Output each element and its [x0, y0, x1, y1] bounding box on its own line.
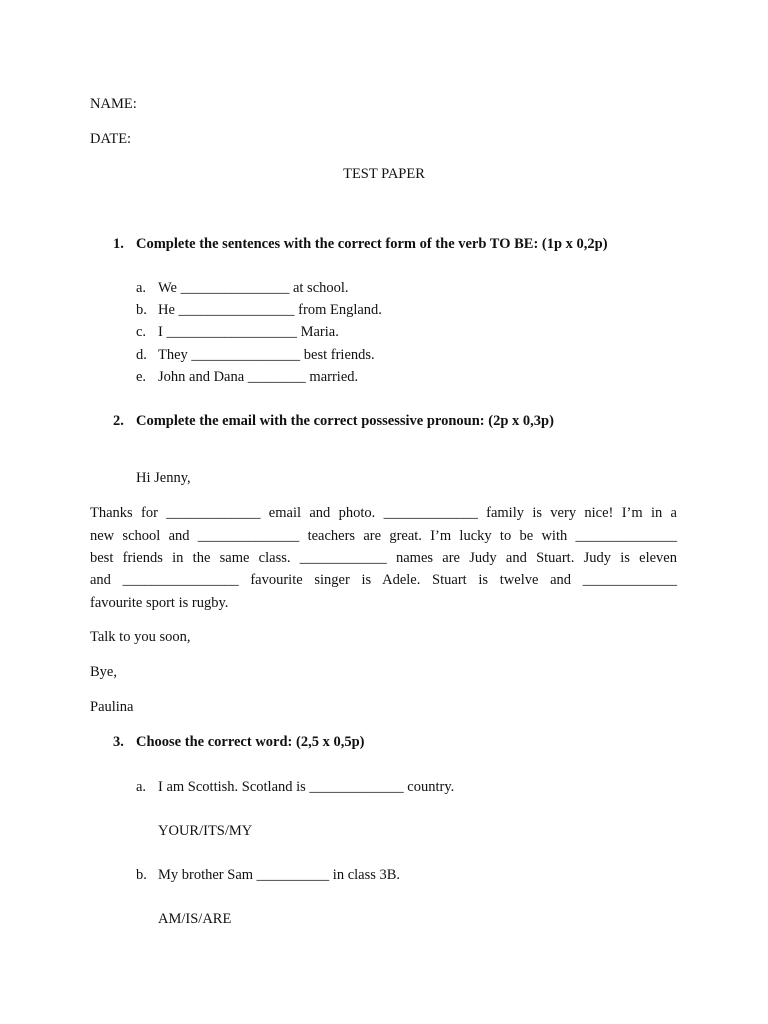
page-title: TEST PAPER	[343, 166, 425, 182]
exercise1-item-text: I __________________ Maria.	[158, 324, 339, 340]
email-body-line: favourite sport is rugby.	[90, 595, 229, 611]
email-closing: Talk to you soon,	[90, 629, 191, 645]
exercise1-item-letter: e.	[136, 369, 147, 385]
email-body-line: and ________________ favourite singer is Adele. Stuart is twelve and _____________	[90, 572, 677, 588]
exercise3-item-letter: b.	[136, 867, 147, 883]
email-greeting: Hi Jenny,	[136, 470, 191, 486]
email-body-line: best friends in the same class. ____________ names are Judy and Stuart. Judy is eleven	[90, 550, 677, 566]
exercise3-item-options: YOUR/ITS/MY	[158, 823, 253, 839]
exercise1-number: 1.	[113, 236, 124, 252]
email-signature: Paulina	[90, 699, 134, 715]
name-label: NAME:	[90, 96, 137, 112]
exercise3-item-options: AM/IS/ARE	[158, 911, 232, 927]
exercise1-instruction: Complete the sentences with the correct form of the verb TO BE: (1p x 0,2p)	[136, 236, 608, 252]
exercise1-item-text: They _______________ best friends.	[158, 347, 375, 363]
exercise1-item-text: John and Dana ________ married.	[158, 369, 359, 385]
exercise1-item-letter: b.	[136, 302, 147, 318]
exercise1-item-text: We _______________ at school.	[158, 280, 349, 296]
exercise1-item-letter: a.	[136, 280, 147, 296]
email-sign-off: Bye,	[90, 664, 117, 680]
exercise3-item-text: I am Scottish. Scotland is _____________ country.	[158, 779, 455, 795]
exercise1-item-letter: c.	[136, 324, 147, 340]
exercise3-number: 3.	[113, 734, 124, 750]
exercise3-instruction: Choose the correct word: (2,5 x 0,5p)	[136, 734, 365, 750]
date-label: DATE:	[90, 131, 132, 147]
exercise3-item-text: My brother Sam __________ in class 3B.	[158, 867, 401, 883]
email-body-line: new school and ______________ teachers are great. I’m lucky to be with ______________	[90, 528, 677, 544]
exercise1-item-text: He ________________ from England.	[158, 302, 382, 318]
exercise2-instruction: Complete the email with the correct possessive pronoun: (2p x 0,3p)	[136, 413, 554, 429]
exercise2-number: 2.	[113, 413, 124, 429]
exercise3-item-letter: a.	[136, 779, 147, 795]
email-body-line: Thanks for _____________ email and photo. _____________ family is very nice! I’m in a	[90, 505, 677, 521]
exercise1-item-letter: d.	[136, 347, 147, 363]
